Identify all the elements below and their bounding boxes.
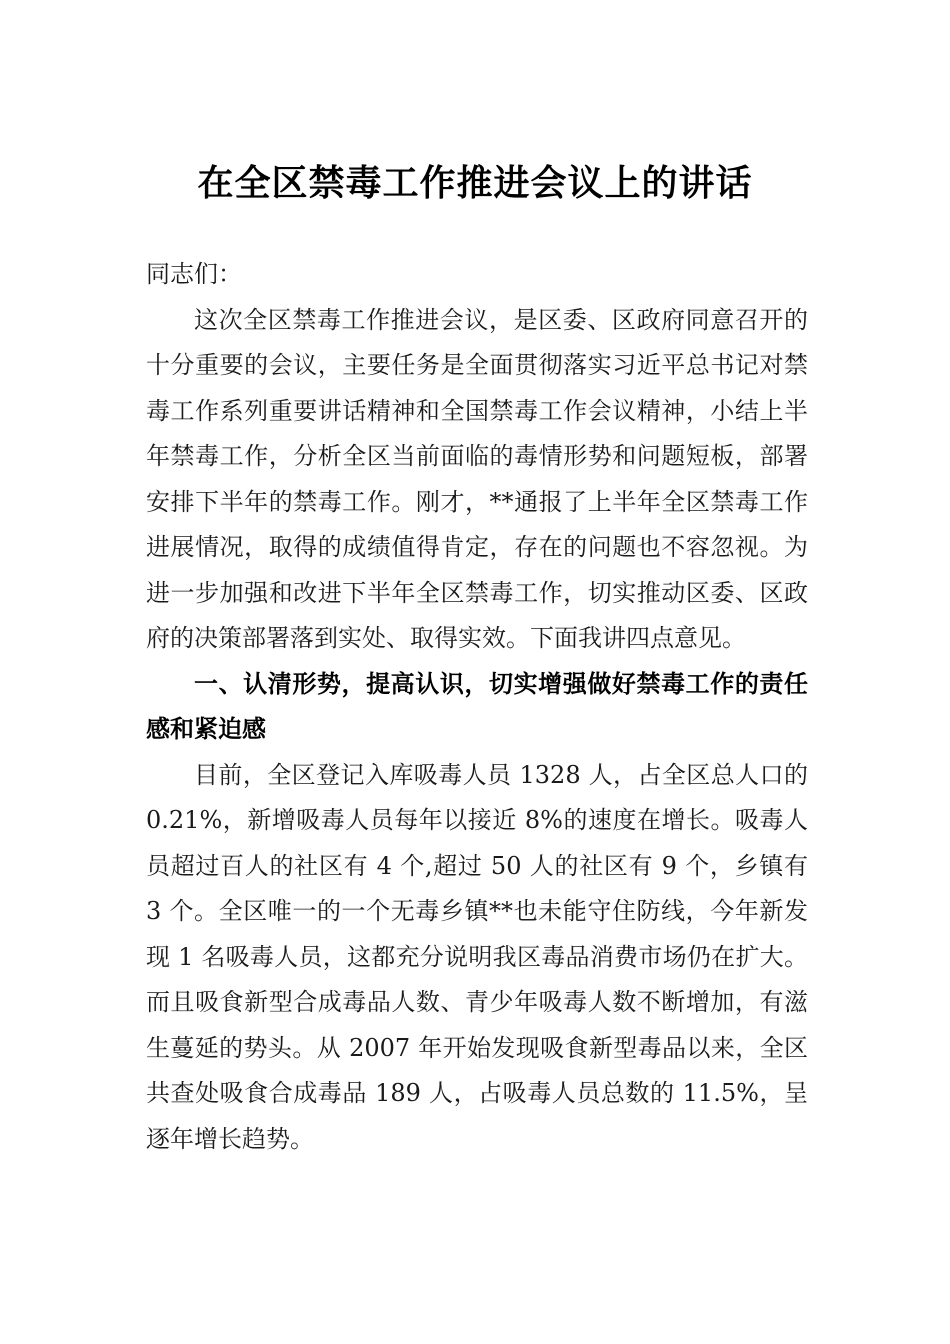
document-body	[146, 252, 808, 1162]
document-title: 在全区禁毒工作推进会议上的讲话	[197, 162, 753, 204]
section-heading: 一、认清形势，提高认识，切实增强做好禁毒工作的责任感和紧迫感	[146, 669, 808, 743]
salutation: 同志们：	[146, 260, 242, 288]
section-paragraph: 目前，全区登记入库吸毒人员 1328 人，占全区总人口的 0.21%，新增吸毒人员每年以接近 8%的速度在增长。吸毒人员超过百人的社区有 4 个,超过 50 人的社区有 9 个，乡镇有 3 个。全区唯一的一个无毒乡镇**也未能守住防线，今年新发现 1 名吸毒人员，这都充分说明我区毒品消费市场仍在扩大。而且吸食新型合成毒品人数、青少年吸毒人数不断增加，有滋生蔓延的势头。从 2007 年开始发现吸食新型毒品以来，全区共查处吸食合成毒品 189 人，占吸毒人员总数的 11.5%，呈逐年增长趋势。	[146, 760, 808, 1153]
intro-paragraph: 这次全区禁毒工作推进会议，是区委、区政府同意召开的十分重要的会议，主要任务是全面贯彻落实习近平总书记对禁毒工作系列重要讲话精神和全国禁毒工作会议精神，小结上半年禁毒工作，分析全区当前面临的毒情形势和问题短板，部署安排下半年的禁毒工作。刚才，**通报了上半年全区禁毒工作进展情况，取得的成绩值得肯定，存在的问题也不容忽视。为进一步加强和改进下半年全区禁毒工作，切实推动区委、区政府的决策部署落到实处、取得实效。下面我讲四点意见。	[146, 305, 808, 652]
